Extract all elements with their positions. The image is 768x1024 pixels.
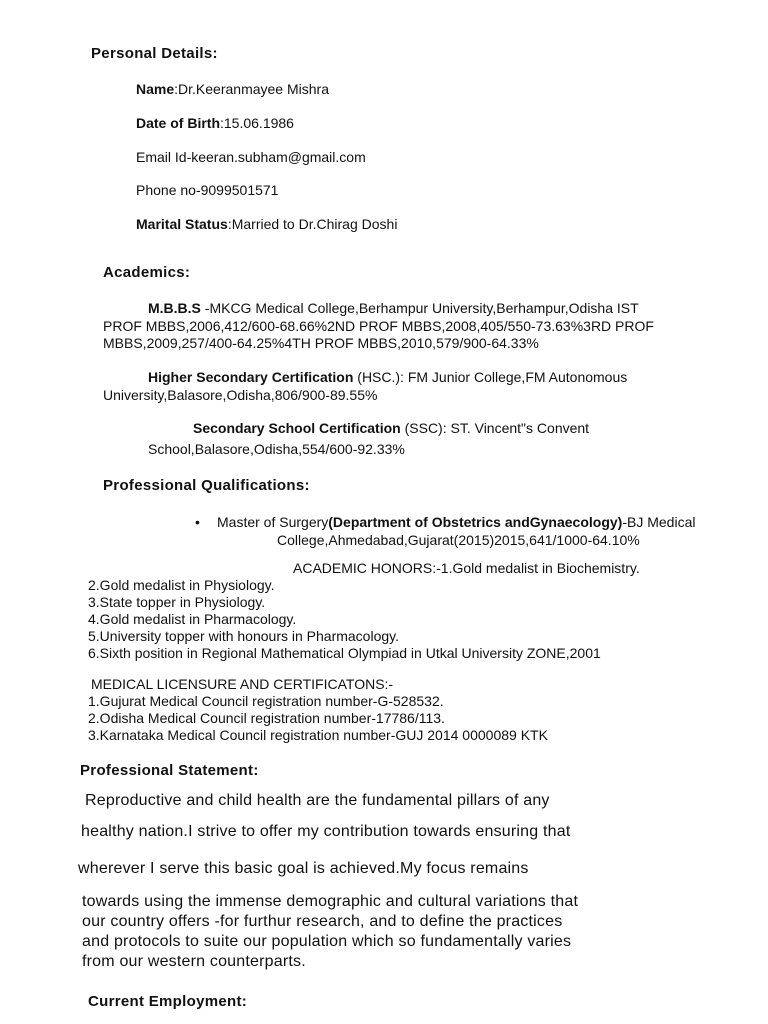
statement-line: healthy nation.I strive to offer my contribution towards ensuring that [81,823,571,840]
name-value: :Dr.Keeranmayee Mishra [174,81,329,97]
marital-status-line [136,216,397,232]
professional-statement-heading: Professional Statement: [80,762,259,779]
ms-suffix: -BJ Medical [622,514,696,530]
honors-line: 2.Gold medalist in Physiology. [88,577,275,593]
honors-line: 6.Sixth position in Regional Mathematical Olympiad in Utkal University ZONE,2001 [88,645,601,661]
marital-status-label: Marital Status [136,216,228,232]
ssc-line-2: School,Balasore,Odisha,554/600-92.33% [148,441,405,457]
email-line: Email Id-keeran.subham@gmail.com [136,149,366,165]
marital-status-value: :Married to Dr.Chirag Doshi [227,216,398,232]
mbbs-line-2: PROF MBBS,2006,412/600-68.66%2ND PROF MBBS,2008,405/550-73.63%3RD PROF [103,318,654,334]
licensure-line: 2.Odisha Medical Council registration number-17786/113. [88,710,445,726]
dob-label: Date of Birth [136,115,220,131]
academics-heading: Academics: [103,264,191,281]
hsc-line-1 [148,369,627,385]
hsc-detail-1: (HSC.): FM Junior College,FM Autonomous [353,369,628,385]
mbbs-detail-1: -MKCG Medical College,Berhampur University,Berhampur,Odisha IST [200,300,639,316]
mbbs-line-1 [148,300,639,316]
licensure-line: MEDICAL LICENSURE AND CERTIFICATONS:- [91,676,394,692]
ms-prefix: Master of Surgery [217,514,329,530]
professional-qualifications-heading: Professional Qualifications: [103,477,310,494]
ssc-label: Secondary School Certification [193,420,401,436]
honors-line: 5.University topper with honours in Pharmacology. [88,628,400,644]
honors-line: 3.State topper in Physiology. [88,594,266,610]
ssc-line-1 [193,420,589,436]
name-label: Name [136,81,175,97]
statement-line: wherever I serve this basic goal is achieved.My focus remains [78,860,529,877]
phone-line: Phone no-9099501571 [136,182,279,198]
dob-line [136,115,294,131]
licensure-line: 3.Karnataka Medical Council registration number-GUJ 2014 0000089 KTK [88,727,548,743]
hsc-label: Higher Secondary Certification [148,369,354,385]
statement-line: from our western counterparts. [82,953,306,970]
statement-line: towards using the immense demographic and cultural variations that [82,893,579,910]
dob-value: :15.06.1986 [220,115,294,131]
bullet-icon: • [195,514,200,530]
ms-line-1 [217,514,695,530]
name-line [136,81,329,97]
ms-department: (Department of Obstetrics andGynaecology) [328,514,623,530]
honors-line: 4.Gold medalist in Pharmacology. [88,611,297,627]
mbbs-label: M.B.B.S [148,300,201,316]
statement-line: Reproductive and child health are the fundamental pillars of any [85,792,550,809]
current-employment-heading: Current Employment: [88,993,248,1010]
honors-line: ACADEMIC HONORS:-1.Gold medalist in Biochemistry. [293,560,640,576]
ms-line-2: College,Ahmedabad,Gujarat(2015)2015,641/1000-64.10% [277,532,640,548]
licensure-line: 1.Gujurat Medical Council registration number-G-528532. [88,693,444,709]
ssc-detail-1: (SSC): ST. Vincent"s Convent [400,420,590,436]
statement-line: our country offers -for furthur research, and to define the practices [82,913,563,930]
mbbs-line-3: MBBS,2009,257/400-64.25%4TH PROF MBBS,2010,579/900-64.33% [103,335,539,351]
hsc-line-2: University,Balasore,Odisha,806/900-89.55% [103,387,378,403]
statement-line: and protocols to suite our population which so fundamentally varies [82,933,572,950]
personal-details-heading: Personal Details: [91,45,218,62]
